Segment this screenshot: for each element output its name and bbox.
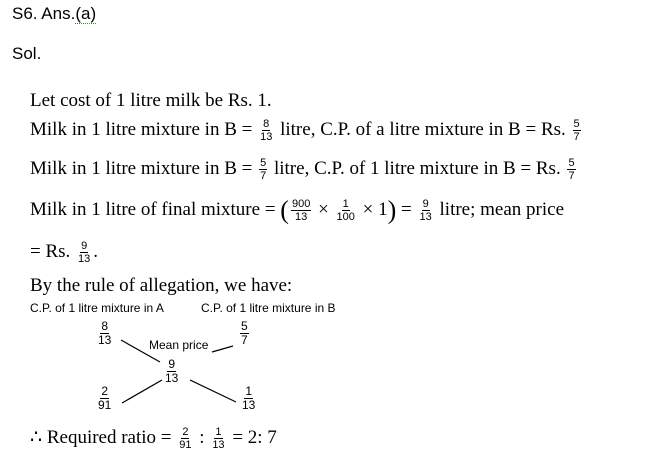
denominator: 13 (165, 371, 179, 385)
equals-sign: = (396, 198, 417, 220)
denominator: 7 (241, 333, 248, 347)
numerator: 2 (101, 384, 109, 398)
numerator: 8 (101, 319, 109, 333)
numerator: 1 (342, 198, 349, 210)
numerator: 9 (422, 198, 429, 210)
line-result (30, 426, 277, 451)
cross-line-c (122, 380, 162, 403)
times-sign: × (313, 198, 334, 220)
cross-line-d (190, 380, 236, 402)
label-cp-a: C.P. of 1 litre mixture in A (30, 301, 164, 315)
times-sign: × 1 (357, 198, 388, 220)
open-paren: ( (280, 195, 289, 225)
answer-choice: (a) (75, 4, 97, 23)
denominator: 13 (295, 211, 308, 223)
cross-line-b (212, 346, 233, 352)
denominator: 7 (260, 170, 267, 182)
numerator: 8 (263, 118, 270, 130)
numerator: 900 (291, 198, 311, 210)
numerator: 5 (260, 157, 267, 169)
text-segment: Milk in 1 litre of final mixture = (30, 198, 281, 220)
close-paren: ) (387, 195, 397, 225)
text-segment: Milk in 1 litre mixture in B = (30, 157, 258, 179)
period: . (93, 240, 99, 262)
answer-prefix: S6. Ans. (12, 4, 76, 23)
text-segment: litre, C.P. of a litre mixture in B = Rs. (275, 118, 571, 140)
fraction (211, 426, 225, 451)
numerator: 1 (215, 426, 222, 438)
text-segment: litre; mean price (434, 198, 565, 220)
denominator: 13 (419, 211, 432, 223)
denominator: 91 (98, 398, 112, 412)
denominator: 7 (568, 170, 575, 182)
text-segment: = Rs. (30, 240, 76, 262)
fraction (178, 426, 192, 451)
numerator: 2 (182, 426, 189, 438)
cross-line-a (121, 340, 160, 362)
denominator: 13 (242, 398, 256, 412)
numerator: 5 (241, 319, 248, 333)
mean-price-label: Mean price (149, 338, 209, 352)
numerator: 9 (81, 240, 88, 252)
text-segment: ∴ Required ratio = (30, 426, 177, 448)
denominator: 13 (98, 333, 112, 347)
numerator: 5 (568, 157, 575, 169)
numerator: 5 (573, 118, 580, 130)
denominator: 91 (179, 439, 192, 451)
numerator: 9 (168, 357, 176, 371)
label-cp-b: C.P. of 1 litre mixture in B (201, 301, 336, 315)
denominator: 13 (212, 439, 225, 451)
line-allegation: By the rule of allegation, we have: (30, 275, 293, 296)
text-segment: = 2: 7 (227, 426, 277, 448)
numerator: 1 (245, 384, 253, 398)
denominator: 7 (573, 131, 580, 143)
denominator: 13 (78, 253, 91, 265)
denominator: 100 (336, 211, 355, 223)
line-cost: Let cost of 1 litre milk be Rs. 1. (30, 90, 272, 111)
text-segment: Milk in 1 litre mixture in B = (30, 118, 258, 140)
colon: : (194, 426, 210, 448)
sol-label: Sol. (12, 44, 42, 63)
denominator: 13 (260, 131, 273, 143)
text-segment: litre, C.P. of 1 litre mixture in B = Rs. (269, 157, 566, 179)
